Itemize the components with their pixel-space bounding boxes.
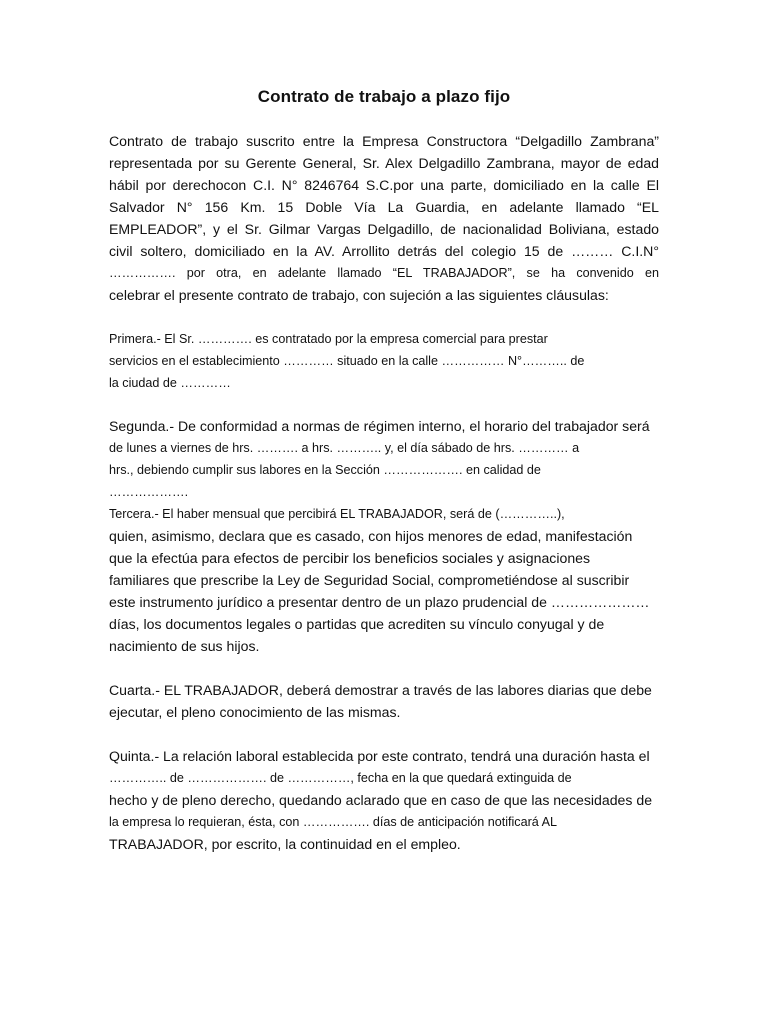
clause-line: TRABAJADOR, por escrito, la continuidad en el empleo. xyxy=(109,836,461,852)
intro-line: EMPLEADOR”, y el Sr. Gilmar Vargas Delgadillo, de nacionalidad Boliviana, estado xyxy=(109,221,659,237)
clause-line: la empresa lo requieran, ésta, con ……………. días de anticipación notificará AL xyxy=(109,815,558,829)
intro-line: civil soltero, domiciliado en la AV. Arrollito detrás del colegio 15 de ……… C.I.N° xyxy=(109,243,659,259)
clause-line: de lunes a viernes de hrs. ………. a hrs. ……….. y, el día sábado de hrs. ………… a xyxy=(109,441,580,455)
clause-line: Segunda.- De conformidad a normas de régimen interno, el horario del trabajador será xyxy=(109,418,650,434)
intro-line: Salvador N° 156 Km. 15 Doble Vía La Guardia, en adelante llamado “EL xyxy=(109,199,659,215)
clause-line: la ciudad de ………… xyxy=(109,376,231,390)
clause-line: Tercera.- El haber mensual que percibirá EL TRABAJADOR, será de (…………..), xyxy=(109,507,565,521)
clause-primera xyxy=(109,328,659,394)
document-title: Contrato de trabajo a plazo fijo xyxy=(257,87,511,106)
clause-line: quien, asimismo, declara que es casado, con hijos menores de edad, manifestación xyxy=(109,528,633,544)
clause-line: hecho y de pleno derecho, quedando aclarado que en caso de que las necesidades de xyxy=(109,792,653,808)
clause-line: ejecutar, el pleno conocimiento de las mismas. xyxy=(109,704,401,720)
intro-line: Contrato de trabajo suscrito entre la Empresa Constructora “Delgadillo Zambrana” xyxy=(109,133,659,149)
clause-line: familiares que prescribe la Ley de Seguridad Social, comprometiéndose al suscribir xyxy=(109,572,630,588)
clause-quinta xyxy=(109,745,659,855)
intro-paragraph xyxy=(109,130,659,306)
clause-line: ………………. xyxy=(109,485,189,499)
clause-line: Primera.- El Sr. …………. es contratado por la empresa comercial para prestar xyxy=(109,332,548,346)
clause-line: este instrumento jurídico a presentar dentro de un plazo prudencial de ………………… xyxy=(109,594,650,610)
clause-line: nacimiento de sus hijos. xyxy=(109,638,260,654)
clause-segunda-tercera xyxy=(109,415,659,657)
clause-line: Cuarta.- EL TRABAJADOR, deberá demostrar a través de las labores diarias que debe xyxy=(109,682,652,698)
intro-line: representada por su Gerente General, Sr. Alex Delgadillo Zambrana, mayor de edad xyxy=(109,155,659,171)
clause-line: servicios en el establecimiento ………… situado en la calle …………… N°……….. de xyxy=(109,354,585,368)
clause-line: ………….. de ………………. de ……………, fecha en la que quedará extinguida de xyxy=(109,771,572,785)
intro-line: hábil por derechocon C.I. N° 8246764 S.C.por una parte, domiciliado en la calle El xyxy=(109,177,659,193)
intro-line: celebrar el presente contrato de trabajo, con sujeción a las siguientes cláusulas: xyxy=(109,287,609,303)
clause-line: días, los documentos legales o partidas que acrediten su vínculo conyugal y de xyxy=(109,616,605,632)
intro-line: ……………. por otra, en adelante llamado “EL TRABAJADOR”, se ha convenido en xyxy=(109,266,659,280)
clause-line: que la efectúa para efectos de percibir los beneficios sociales y asignaciones xyxy=(109,550,591,566)
clause-line: hrs., debiendo cumplir sus labores en la Sección ………………. en calidad de xyxy=(109,463,541,477)
clause-line: Quinta.- La relación laboral establecida por este contrato, tendrá una duración hasta el xyxy=(109,748,650,764)
clause-cuarta xyxy=(109,679,659,723)
